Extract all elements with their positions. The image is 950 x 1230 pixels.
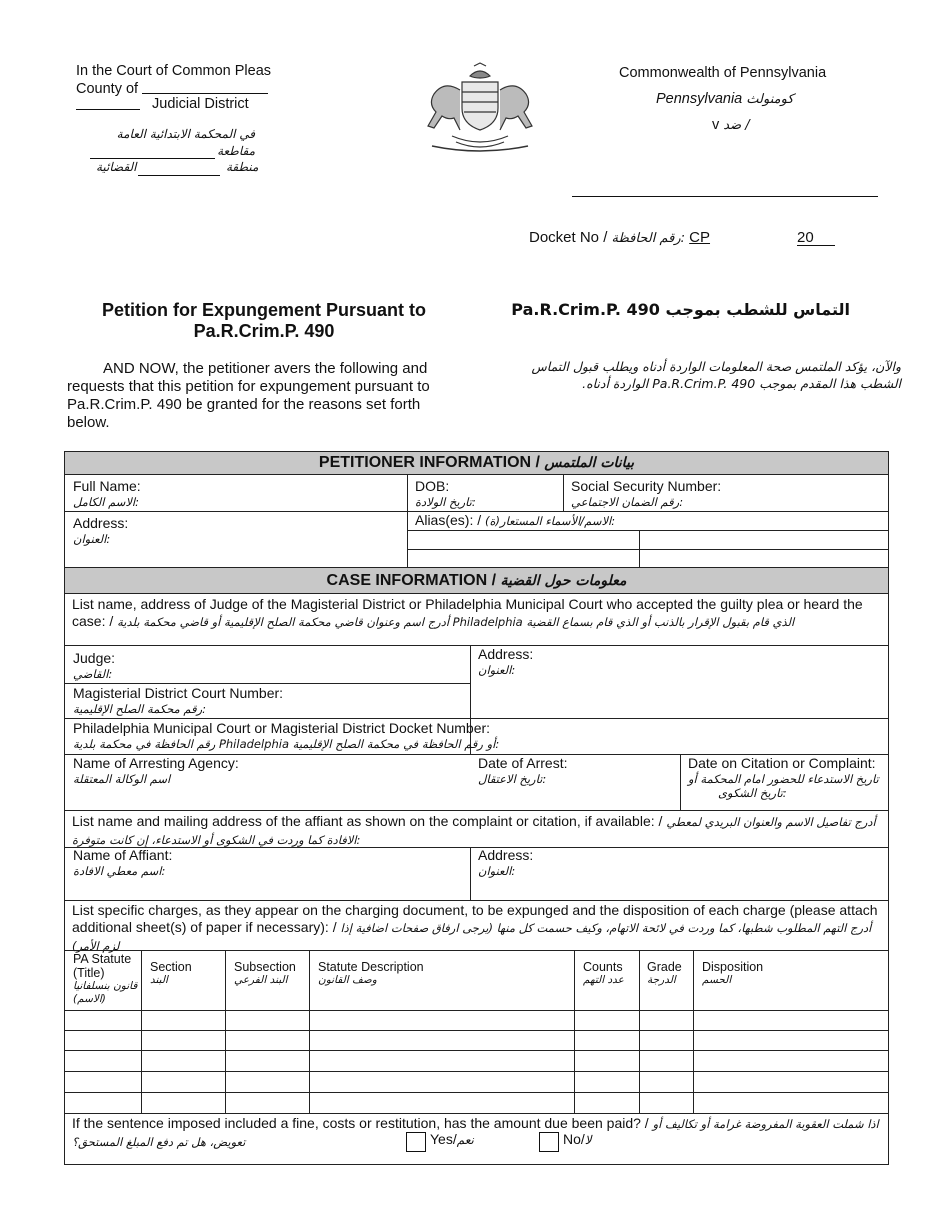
col-statute-description-en: Statute Description — [318, 960, 424, 974]
col-disposition-ar: الحسم — [702, 974, 732, 986]
charges-instructions-ar: أدرج التهم المطلوب شطبها، كما وردت في لائحة الاتهام، وكيف حسمت كل منها (يرجى ارفاق صفحات اضافية إذا لزم الأمر) — [72, 921, 872, 953]
alias-input-1[interactable] — [408, 531, 638, 549]
col-pa-statute — [73, 952, 139, 1006]
affiant-label-ar: اسم معطي الافادة: — [73, 864, 166, 878]
dob-label: DOB: — [415, 478, 450, 494]
defendant-name-field[interactable] — [572, 196, 878, 197]
judge-field[interactable] — [73, 650, 115, 681]
petitioner-header-en: PETITIONER INFORMATION / — [318, 454, 540, 471]
court-ar-line-2: مقاطعة — [217, 144, 255, 158]
rule — [693, 950, 694, 1113]
court-ar-line-3b: القضائية — [96, 160, 137, 174]
citation-date-label-ar-1: تاريخ الاستدعاء للحضور امام المحكمة أو — [688, 772, 879, 786]
petitioner-section-header — [64, 451, 889, 475]
judge-instructions-en: List name, address of Judge of the Magisterial District or Philadelphia Municipal Court who accepted the guilty plea or heard the case: / — [72, 596, 863, 629]
case-header-ar: معلومات حول القضية — [500, 573, 627, 589]
docket-number-label-ar: رقم الحافظة في محكمة بلدية Philadelphia أو رقم الحافظة في محكمة الصلح الإقليمية: — [73, 737, 500, 751]
arrest-date-label: Date of Arrest: — [478, 755, 568, 771]
rule — [639, 950, 640, 1113]
docket-label-ar: رقم الحافظة: — [611, 231, 685, 246]
rule — [64, 683, 470, 684]
arresting-agency-label: Name of Arresting Agency: — [73, 755, 239, 771]
rule — [64, 1113, 889, 1114]
district-number-field[interactable] — [76, 109, 140, 110]
col-statute-description-ar: وصف القانون — [318, 974, 377, 986]
affiant-instructions-en: List name and mailing address of the affiant as shown on the complaint or citation, if available: / — [72, 813, 663, 829]
col-counts — [583, 960, 624, 987]
full-name-label-ar: الاسم الكامل: — [73, 495, 139, 509]
no-checkbox[interactable] — [539, 1132, 559, 1152]
col-pa-statute-ar: قانون بنسلفانيا (الاسم) — [73, 980, 138, 1005]
full-name-label: Full Name: — [73, 478, 141, 494]
citation-date-label: Date on Citation or Complaint: — [688, 755, 876, 771]
rule — [470, 847, 471, 900]
docket-number-field[interactable] — [73, 720, 499, 751]
col-subsection — [234, 960, 296, 987]
col-counts-en: Counts — [583, 960, 623, 974]
yes-label-ar: نعم — [456, 1133, 474, 1147]
affiant-field[interactable] — [73, 847, 172, 878]
case-header-en: CASE INFORMATION / — [326, 572, 497, 589]
alias-input-3[interactable] — [408, 550, 638, 566]
rule — [64, 1071, 889, 1072]
ssn-field[interactable] — [571, 478, 721, 509]
county-field[interactable] — [142, 93, 268, 94]
judge-label-ar: القاضي: — [73, 667, 113, 681]
rule — [680, 754, 681, 810]
rule — [64, 1010, 889, 1011]
col-pa-statute-en: PA Statute (Title) — [73, 952, 132, 980]
petitioner-header-ar: بيانات الملتمس — [544, 455, 635, 471]
citation-date-label-ar-2: تاريخ الشكوى: — [718, 786, 787, 800]
col-section — [150, 960, 192, 987]
yes-checkbox[interactable] — [406, 1132, 426, 1152]
judge-address-field[interactable] — [478, 646, 533, 677]
rule — [141, 950, 142, 1113]
commonwealth-title: Commonwealth of Pennsylvania — [619, 65, 827, 81]
rule — [64, 950, 889, 951]
arresting-agency-field[interactable] — [73, 755, 239, 786]
docket-prefix: CP — [689, 229, 711, 246]
judge-instructions-ar: أدرج اسم وعنوان قاضي محكمة الصلح الإقليمية أو قاضي محكمة بلدية Philadelphia الذي قام بقبول الإقرار بالذنب أو الذي قام بسماع القضية — [117, 615, 795, 629]
versus-ar: ضد / — [723, 118, 750, 133]
arrest-date-field[interactable] — [478, 755, 567, 786]
rule — [563, 475, 564, 511]
judge-address-label: Address: — [478, 646, 534, 662]
affiant-address-label-ar: العنوان: — [478, 864, 516, 878]
arresting-agency-label-ar: اسم الوكالة المعتقلة — [73, 772, 171, 786]
affiant-address-label: Address: — [478, 847, 534, 863]
fine-question-ar-1: اذا شملت العقوبة المفروضة غرامة أو تكاليف أو — [652, 1117, 879, 1131]
pennsylvania-en: Pennsylvania — [656, 91, 743, 107]
judge-instructions — [72, 596, 884, 631]
rule — [64, 1050, 889, 1051]
pennsylvania-seal — [412, 62, 548, 152]
rule — [574, 950, 575, 1113]
county-ar-field[interactable] — [90, 158, 215, 159]
rule — [64, 1092, 889, 1093]
docket-label-en: Docket No / — [529, 229, 608, 246]
charges-instructions — [72, 902, 884, 955]
yes-label-en: Yes/ — [430, 1131, 457, 1147]
docket-number-label: Philadelphia Municipal Court or Magisterial District Docket Number: — [73, 720, 491, 736]
petition-title-ar: التماس للشطب بموجب Pa.R.Crim.P. 490 — [511, 300, 850, 319]
alias-field[interactable] — [415, 512, 615, 529]
judge-label: Judge: — [73, 650, 116, 666]
petition-title-en — [64, 300, 464, 342]
case-section-header — [64, 567, 889, 594]
mdc-number-label: Magisterial District Court Number: — [73, 685, 284, 701]
full-name-field[interactable] — [73, 478, 141, 509]
rule — [225, 950, 226, 1113]
intro-paragraph-ar: والآن، يؤكد الملتمس صحة المعلومات الواردة أدناه ويطلب قبول التماس الشطب هذا المقدم بموجب Pa.R.Crim.P. 490 الواردة أدناه. — [531, 359, 901, 391]
judge-address-label-ar: العنوان: — [478, 663, 516, 677]
col-grade — [647, 960, 682, 987]
affiant-instructions-ar-1: أدرج تفاصيل الاسم والعنوان البريدي لمعطي — [666, 815, 876, 829]
pennsylvania-label — [656, 90, 794, 109]
col-grade-en: Grade — [647, 960, 682, 974]
docket-label — [529, 229, 710, 248]
no-label-ar: لا — [584, 1133, 592, 1147]
mdc-number-label-ar: رقم محكمة الصلح الإقليمية: — [73, 702, 207, 716]
yes-label — [430, 1131, 474, 1147]
court-line-1: In the Court of Common Pleas — [76, 63, 272, 79]
ssn-label-ar: رقم الضمان الاجتماعي: — [571, 495, 684, 509]
court-line-2: County of — [76, 81, 139, 97]
alias-label: Alias(es): / — [415, 512, 482, 528]
alias-label-ar: الاسم/الأسماء المستعار(ة): — [485, 514, 616, 528]
col-section-en: Section — [150, 960, 192, 974]
versus-label — [712, 116, 750, 135]
pennsylvania-ar: كومنولث — [746, 92, 794, 107]
col-subsection-en: Subsection — [234, 960, 296, 974]
mdc-number-field[interactable] — [73, 685, 283, 716]
arrest-date-label-ar: تاريخ الاعتقال: — [478, 772, 547, 786]
judicial-district-label: Judicial District — [152, 96, 249, 112]
court-ar-line-1: في المحكمة الابتدائية العامة — [116, 127, 255, 141]
col-disposition — [702, 960, 763, 987]
rule — [64, 718, 889, 719]
dob-label-ar: تاريخ الولادة: — [415, 495, 476, 509]
affiant-address-field[interactable] — [478, 847, 533, 878]
ssn-label: Social Security Number: — [571, 478, 722, 494]
docket-year: 20 — [797, 229, 814, 246]
alias-input-2[interactable] — [640, 531, 888, 549]
court-ar-line-3: منطقة — [226, 160, 259, 174]
fine-question-en: If the sentence imposed included a fine, costs or restitution, has the amount due been paid? / — [72, 1115, 649, 1131]
col-counts-ar: عدد التهم — [583, 974, 624, 986]
no-label — [563, 1131, 592, 1147]
col-subsection-ar: البند الفرعي — [234, 974, 288, 986]
charges-instructions-en: List specific charges, as they appear on the charging document, to be expunged and the disposition of each charge (please attach additional sheet(s) of paper if necessary): / — [72, 902, 878, 935]
affiant-instructions — [72, 813, 884, 849]
intro-paragraph-en: AND NOW, the petitioner avers the following and requests that this petition for expungement pursuant to Pa.R.Crim.P. 490 be granted for the reasons set forth below. — [67, 360, 430, 431]
address-label-ar: العنوان: — [73, 532, 111, 546]
dob-field[interactable] — [415, 478, 476, 509]
rule — [64, 810, 889, 811]
coat-of-arms-icon — [412, 62, 548, 152]
rule — [309, 950, 310, 1113]
fine-question-ar-2: تعويض، هل تم دفع المبلغ المستحق؟ — [72, 1135, 246, 1149]
col-section-ar: البند — [150, 974, 168, 986]
rule — [64, 645, 889, 646]
affiant-instructions-ar-2: الافادة كما وردت في الشكوى أو الاستدعاء، إن كانت متوفرة: — [72, 833, 361, 847]
address-label: Address: — [73, 515, 129, 531]
affiant-label: Name of Affiant: — [73, 847, 173, 863]
col-disposition-en: Disposition — [702, 960, 764, 974]
rule — [64, 900, 889, 901]
address-field[interactable] — [73, 515, 128, 546]
col-statute-description — [318, 960, 424, 987]
petition-title-line-2: Pa.R.Crim.P. 490 — [193, 321, 335, 341]
citation-date-field[interactable] — [688, 755, 886, 800]
no-label-en: No/ — [563, 1131, 585, 1147]
fine-question — [72, 1115, 884, 1151]
versus-en: v — [712, 117, 720, 133]
district-ar-field[interactable] — [138, 175, 220, 176]
alias-input-4[interactable] — [640, 550, 888, 566]
col-grade-ar: الدرجة — [647, 974, 676, 986]
petition-title-line-1: Petition for Expungement Pursuant to — [101, 300, 426, 320]
docket-year-field[interactable] — [797, 245, 835, 246]
rule — [64, 1030, 889, 1031]
